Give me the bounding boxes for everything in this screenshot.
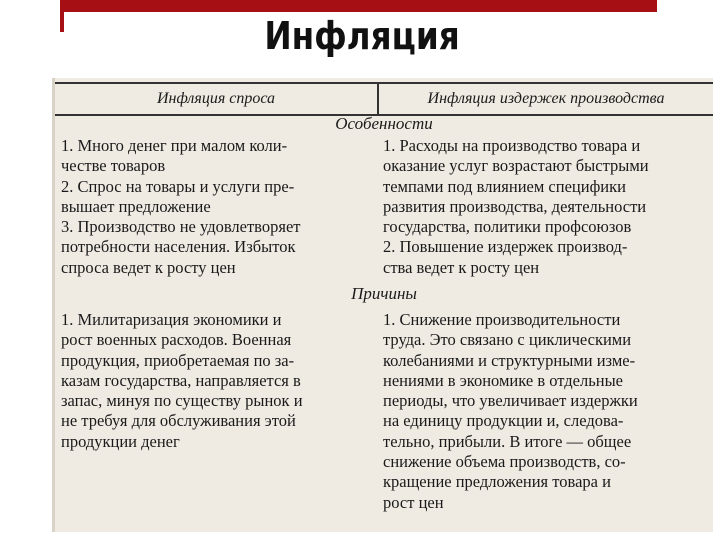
text-line: труда. Это связано с циклическими [383,330,632,350]
text-line: запас, минуя по существу рынок и [61,391,303,411]
features-cost-column [383,136,709,278]
text-line: развития производства, деятельности [383,196,647,216]
text-line: кращение предложения товара и [383,472,611,492]
text-line: периоды, что увеличивает издержки [383,391,638,411]
text-line: государства, политики профсоюзов [383,217,632,237]
features-demand-column [61,136,375,278]
table-header-row [55,82,713,116]
text-line: рост цен [383,492,444,512]
causes-cost-column [383,310,709,513]
text-line: продукция, приобретаемая по за- [61,350,295,370]
header-cost-inflation: Инфляция издержек производства [427,90,665,107]
header-demand-inflation: Инфляция спроса [55,84,379,114]
section-title-causes: Причины [351,284,417,303]
text-line: 1. Снижение производительности [383,310,621,329]
text-line: 1. Милитаризация экономики и [61,310,282,329]
text-line: честве товаров [61,156,166,176]
text-line: 1. Расходы на производство товара и [383,136,641,155]
text-line: рост военных расходов. Военная [61,330,292,350]
text-line: вышает предложение [61,196,211,216]
text-line: не требуя для обслуживания этой [61,411,296,431]
accent-bar [62,0,657,12]
text-line: нениями в экономике в отдельные [383,370,623,390]
text-line: потребности населения. Избыток [61,237,296,257]
text-line: оказание услуг возрастают быстрыми [383,156,649,176]
causes-demand-column [61,310,375,452]
text-line: 1. Много денег при малом коли- [61,136,288,155]
section-title-features: Особенности [335,114,433,133]
scanned-table [52,78,713,532]
text-line: продукции денег [61,431,180,451]
text-line: колебаниями и структурными изме- [383,350,636,370]
text-line: ства ведет к росту цен [383,257,540,277]
text-line: темпами под влиянием специфики [383,176,626,196]
slide-title: Инфляция [264,14,460,58]
text-line: 2. Повышение издержек производ- [383,237,628,257]
text-line: на единицу продукции и, следова- [383,411,624,431]
text-line: 3. Производство не удовлетворяет [61,217,301,237]
text-line: тельно, прибыли. В итоге — общее [383,431,632,451]
text-line: 2. Спрос на товары и услуги пре- [61,176,295,196]
text-line: казам государства, направляется в [61,370,301,390]
text-line: снижение объема производств, со- [383,452,626,472]
text-line: спроса ведет к росту цен [61,257,236,277]
